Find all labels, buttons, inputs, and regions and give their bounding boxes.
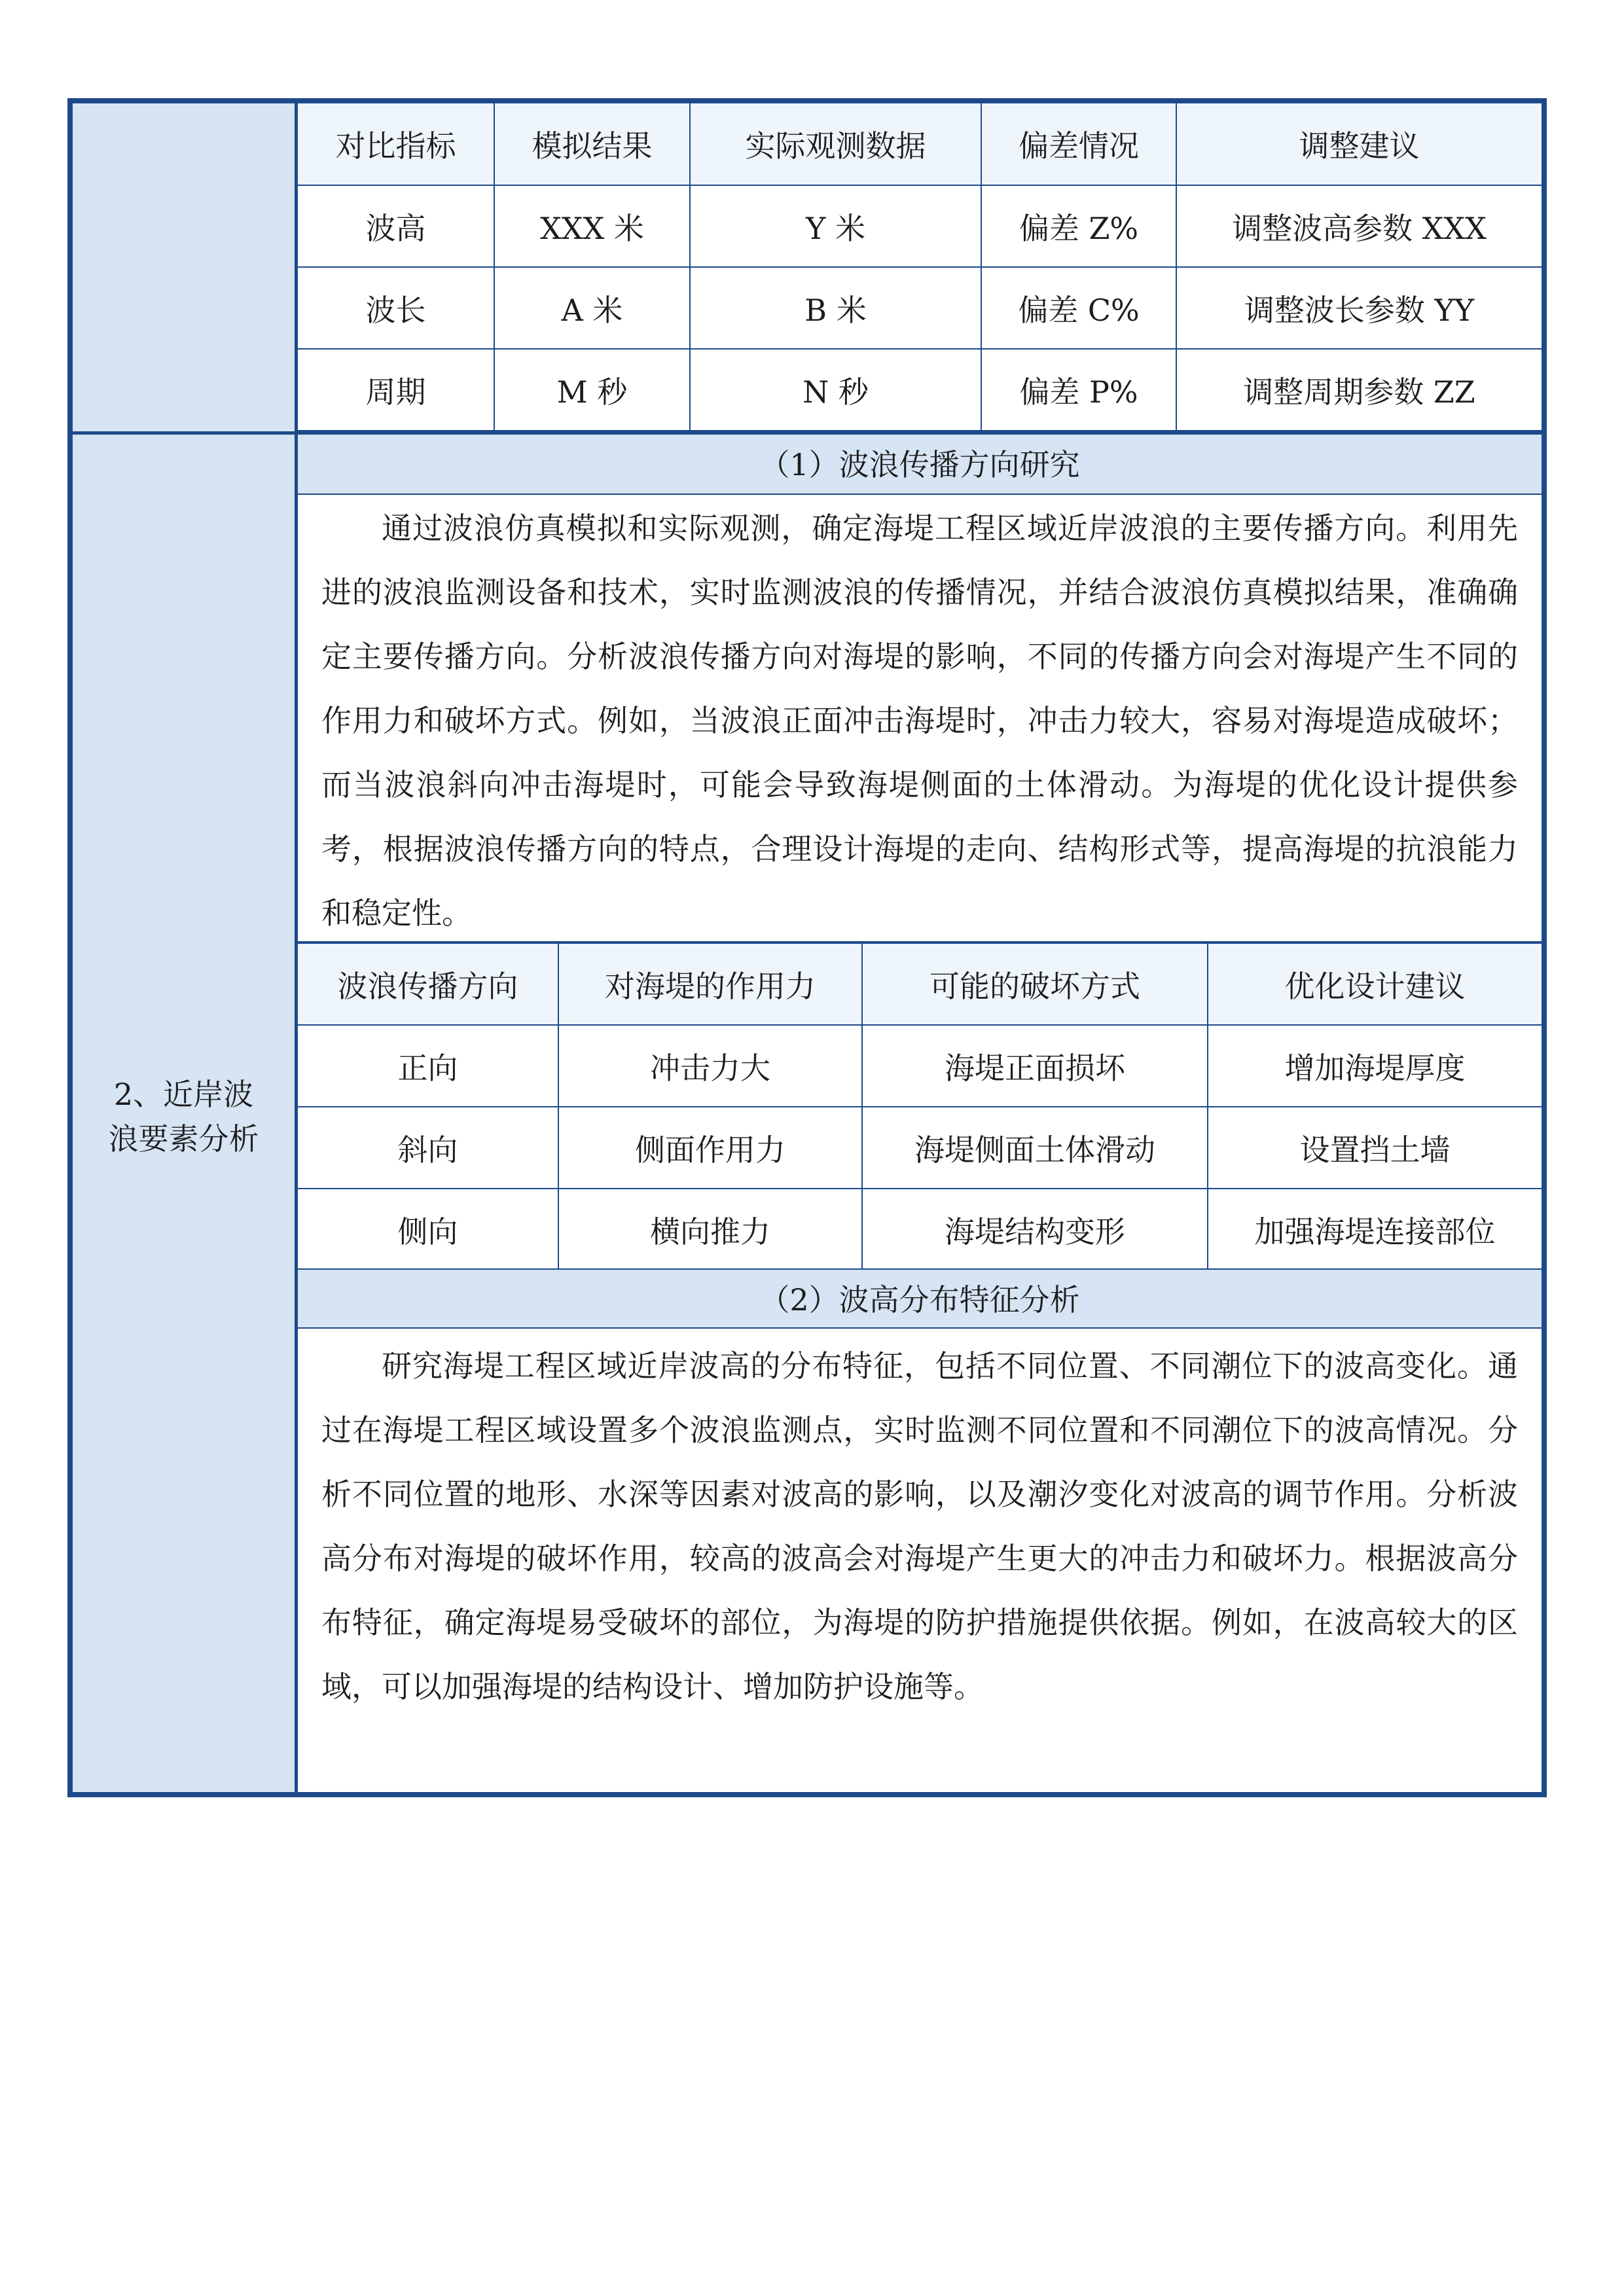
section-label bbox=[73, 1072, 295, 1161]
table-cell: 偏差 Z% bbox=[981, 185, 1176, 267]
table-cell: 调整周期参数 ZZ bbox=[1176, 349, 1542, 431]
table-cell: 偏差 C% bbox=[981, 267, 1176, 349]
table-cell: B 米 bbox=[690, 267, 981, 349]
subsection-title-2: （2）波高分布特征分析 bbox=[298, 1268, 1542, 1329]
document-frame bbox=[67, 98, 1547, 1797]
paragraph-2: 研究海堤工程区域近岸波高的分布特征，包括不同位置、不同潮位下的波高变化。通过在海堤工程区域设置多个波浪监测点，实时监测不同位置和不同潮位下的波高情况。分析不同位置的地形、水深等因素对波高的影响，以及潮汐变化对波高的调节作用。分析波高分布对海堤的破坏作用，较高的波高会对海堤产生更大的冲击力和破坏力。根据波高分布特征，确定海堤易受破坏的部位，为海堤的防护措施提供依据。例如，在波高较大的区域，可以加强海堤的结构设计、增加防护设施等。 bbox=[321, 1348, 1518, 1704]
table-row bbox=[298, 1189, 1542, 1270]
table-cell: 加强海堤连接部位 bbox=[1208, 1189, 1542, 1270]
direction-table bbox=[298, 942, 1542, 1271]
table-cell: 正向 bbox=[298, 1025, 558, 1107]
table-cell: 周期 bbox=[298, 349, 494, 431]
header-cell: 波浪传播方向 bbox=[298, 943, 558, 1025]
header-cell: 偏差情况 bbox=[981, 103, 1176, 185]
table-header-row bbox=[298, 103, 1542, 185]
section-label-line1: 2、近岸波 bbox=[113, 1077, 254, 1112]
header-cell: 对比指标 bbox=[298, 103, 494, 185]
header-cell: 调整建议 bbox=[1176, 103, 1542, 185]
header-cell: 模拟结果 bbox=[494, 103, 690, 185]
table-cell: 设置挡土墙 bbox=[1208, 1107, 1542, 1189]
table-cell: 侧面作用力 bbox=[558, 1107, 862, 1189]
table-cell: M 秒 bbox=[494, 349, 690, 431]
table-cell: 波高 bbox=[298, 185, 494, 267]
table-cell: 调整波高参数 XXX bbox=[1176, 185, 1542, 267]
direction-section bbox=[298, 941, 1542, 1271]
table-cell: 波长 bbox=[298, 267, 494, 349]
table-cell: 偏差 P% bbox=[981, 349, 1176, 431]
table-cell: 冲击力大 bbox=[558, 1025, 862, 1107]
table-cell: 增加海堤厚度 bbox=[1208, 1025, 1542, 1107]
table-cell: Y 米 bbox=[690, 185, 981, 267]
table-header-row bbox=[298, 943, 1542, 1025]
table-cell: 调整波长参数 YY bbox=[1176, 267, 1542, 349]
header-cell: 对海堤的作用力 bbox=[558, 943, 862, 1025]
header-cell: 实际观测数据 bbox=[690, 103, 981, 185]
table-cell: 海堤结构变形 bbox=[862, 1189, 1208, 1270]
table-row bbox=[298, 349, 1542, 431]
table-cell: A 米 bbox=[494, 267, 690, 349]
table-cell: 海堤侧面土体滑动 bbox=[862, 1107, 1208, 1189]
table-row bbox=[298, 185, 1542, 267]
section-label-line2: 浪要素分析 bbox=[108, 1121, 259, 1157]
table-cell: 斜向 bbox=[298, 1107, 558, 1189]
table-cell: 横向推力 bbox=[558, 1189, 862, 1270]
header-cell: 优化设计建议 bbox=[1208, 943, 1542, 1025]
left-label-column bbox=[73, 103, 298, 1792]
paragraph-1: 通过波浪仿真模拟和实际观测，确定海堤工程区域近岸波浪的主要传播方向。利用先进的波浪监测设备和技术，实时监测波浪的传播情况，并结合波浪仿真模拟结果，准确确定主要传播方向。分析波浪传播方向对海堤的影响，不同的传播方向会对海堤产生不同的作用力和破坏方式。例如，当波浪正面冲击海堤时，冲击力较大，容易对海堤造成破坏；而当波浪斜向冲击海堤时，可能会导致海堤侧面的土体滑动。为海堤的优化设计提供参考，根据波浪传播方向的特点，合理设计海堤的走向、结构形式等，提高海堤的抗浪能力和稳定性。 bbox=[321, 511, 1518, 931]
subsection-title-1: （1）波浪传播方向研究 bbox=[298, 435, 1542, 495]
table-row bbox=[298, 1107, 1542, 1189]
table-row bbox=[298, 267, 1542, 349]
table-cell: N 秒 bbox=[690, 349, 981, 431]
table-cell: XXX 米 bbox=[494, 185, 690, 267]
table-row bbox=[298, 1025, 1542, 1107]
table-cell: 海堤正面损坏 bbox=[862, 1025, 1208, 1107]
header-cell: 可能的破坏方式 bbox=[862, 943, 1208, 1025]
table-cell: 侧向 bbox=[298, 1189, 558, 1270]
comparison-section bbox=[298, 103, 1542, 431]
comparison-table bbox=[298, 103, 1542, 431]
